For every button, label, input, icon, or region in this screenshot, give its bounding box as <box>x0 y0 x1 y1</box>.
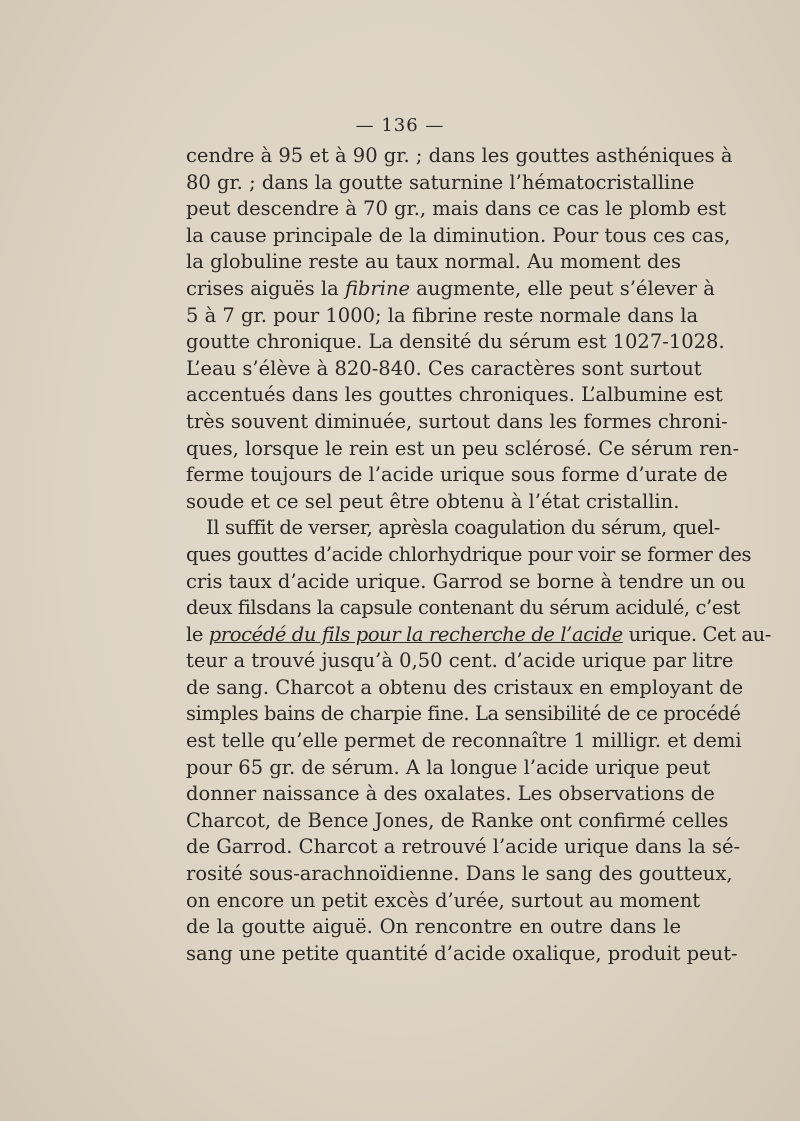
text-line: accentués dans les gouttes chroniques. L’albumine est <box>186 383 723 407</box>
text-fragment: urique. Cet au- <box>622 622 771 646</box>
text-line: cris taux d’acide urique. Garrod se borne à tendre un ou <box>186 569 746 593</box>
page-number: — 136 — <box>355 115 445 136</box>
text-fragment: crises aiguës la <box>186 276 345 300</box>
text-line: cendre à 95 et à 90 gr. ; dans les gouttes asthéniques à <box>186 144 733 167</box>
text-line: teur a trouvé jusqu’à 0,50 cent. d’acide urique par litre <box>186 649 734 673</box>
text-line: soude et ce sel peut être obtenu à l’état cristallin. <box>186 489 680 513</box>
text-line: peut descendre à 70 gr., mais dans ce cas le plomb est <box>186 197 727 221</box>
text-line <box>186 276 715 303</box>
italic-term: fibrine <box>344 276 411 300</box>
text-line: simples bains de charpie fine. La sensibilité de ce procédé <box>186 702 741 726</box>
text-line: pour 65 gr. de sérum. A la longue l’acide urique peut <box>186 755 711 779</box>
text-line: Charcot, de Bence Jones, de Ranke ont confirmé celles <box>186 808 729 832</box>
text-line <box>186 622 771 649</box>
text-line: de sang. Charcot a obtenu des cristaux en employant de <box>186 675 744 699</box>
text-line: 5 à 7 gr. pour 1000; la fibrine reste normale dans la <box>186 303 699 327</box>
text-line: L’eau s’élève à 820-840. Ces caractères sont surtout <box>186 356 702 380</box>
italic-phrase: procédé du fils pour la recherche de l’acide <box>208 622 623 646</box>
body-text <box>186 143 771 967</box>
text-line: de Garrod. Charcot a retrouvé l’acide urique dans la sé- <box>186 835 741 859</box>
text-fragment: augmente, elle peut s’élever à <box>410 276 715 300</box>
text-fragment: le <box>186 622 209 646</box>
text-line: ques, lorsque le rein est un peu sclérosé. Ce sérum ren- <box>186 436 740 460</box>
text-line: goutte chronique. La densité du sérum est 1027-1028. <box>186 330 725 354</box>
text-line: sang une petite quantité d’acide oxalique, produit peut- <box>186 941 738 965</box>
text-line: ques gouttes d’acide chlorhydrique pour voir se former des <box>186 542 752 566</box>
text-line: la globuline reste au taux normal. Au moment des <box>186 250 681 274</box>
text-line: de la goutte aiguë. On rencontre en outre dans le <box>186 915 681 939</box>
text-line: donner naissance à des oxalates. Les observations de <box>186 782 715 806</box>
text-line: 80 gr. ; dans la goutte saturnine l’hématocristalline <box>186 170 695 194</box>
text-line: Il suffit de verser, aprèsla coagulation du sérum, quel- <box>206 516 720 540</box>
text-line: la cause principale de la diminution. Pour tous ces cas, <box>186 223 731 247</box>
text-line: est telle qu’elle permet de reconnaître 1 milligr. et demi <box>186 729 742 753</box>
text-line: deux filsdans la capsule contenant du sérum acidulé, c’est <box>186 596 741 620</box>
text-line: ferme toujours de l’acide urique sous forme d’urate de <box>186 463 728 487</box>
text-line: on encore un petit excès d’urée, surtout au moment <box>186 888 701 912</box>
text-line: très souvent diminuée, surtout dans les formes chroni- <box>186 409 728 433</box>
text-line: rosité sous-arachnoïdienne. Dans le sang des goutteux, <box>186 862 733 886</box>
